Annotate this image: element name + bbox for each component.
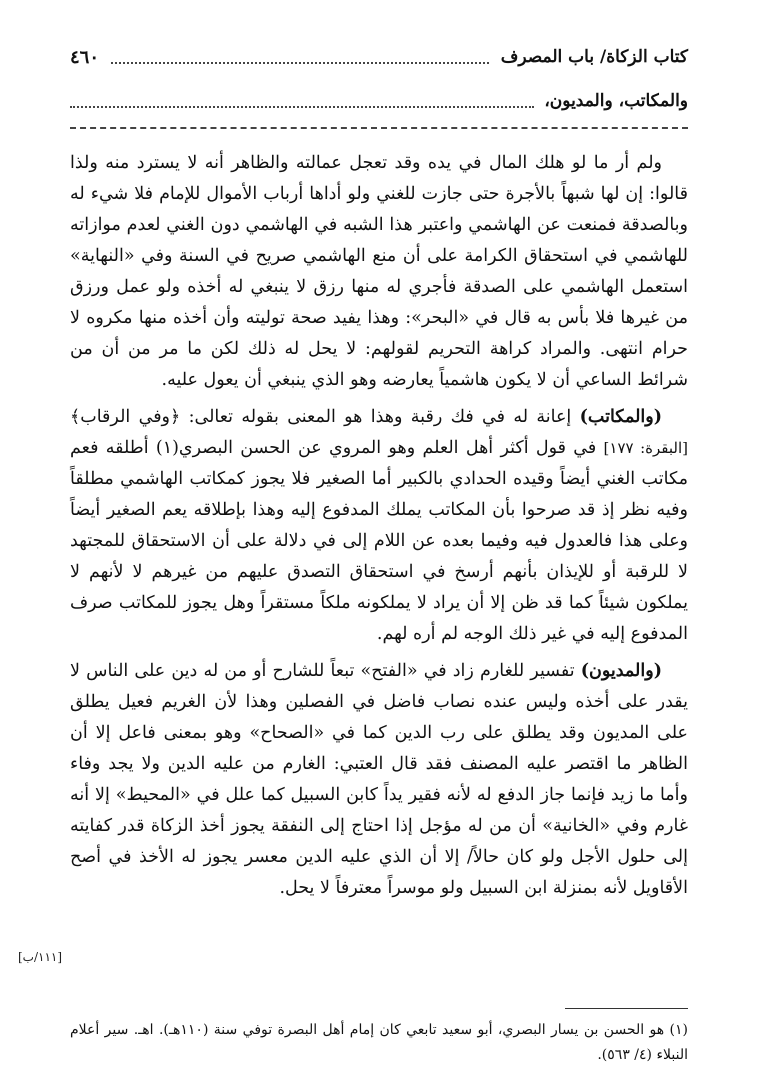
page-number: ٤٦٠	[70, 46, 100, 68]
body-text	[70, 148, 688, 910]
header-title: كتاب الزكاة/ باب المصرف	[500, 47, 688, 67]
running-header	[70, 40, 688, 74]
paragraph-3-text: تفسير للغارم زاد في «الفتح» تبعاً للشارح أو من له دين على الناس لا يقدر على أخذه وليس عنده نصاب فاضل في الفصلين وهذا لأن الغريم فعيل يطلق على المديون وقد يطلق على رب الدين كما في «الصحاح» وهو بمعنى فاعل إلا أن الظاهر ما اقتصر عليه المصنف فقد قال العتبي: الغارم من عليه الدين ولا يجد وفاء وأما ما زيد فإنما جاز الدفع له لأنه فقير يداً كابن السبيل كما علل في «المحيط» إلا أنه غارم وفي «الخانية» أن من له مؤجل إذا احتاج إلى النفقة يجوز أخذ الزكاة قدر كفايته إلى حلول الأجل ولو كان حالاً/ إلا أن الذي عليه الدين معسر يجوز له الأخذ في أصح الأقاويل لأنه بمنزلة ابن السبيل ولو موسراً معترفاً لا يحل.	[70, 661, 688, 898]
paragraph-1-text: ولم أر ما لو هلك المال في يده وقد تعجل عمالته والظاهر أنه لا يسترد منه ولذا قالوا: إن لها شبهاً بالأجرة حتى جازت للغني ولو أداها أرباب الأموال للإمام فلا شيء له وبالصدقة فمنعت عن الهاشمي واعتبر هذا الشبه في الهاشمي دون الغني لعدم موازاته للهاشمي في استحقاق الكرامة على أن منع الهاشمي صريح في السنة وفي «النهاية» استعمل الهاشمي على الصدقة فأجري له منها رزق لا ينبغي له أخذه ولو عمل ورزق من غيرها فلا بأس به قال في «البحر»: وهذا يفيد صحة توليته وأن أخذه منها مكروه لا حرام انتهى. والمراد كراهة التحريم لقولهم: لا يحل له ذلك لكن ما مر من أن من شرائط الساعي أن لا يكون هاشمياً يعارضه وهو الذي ينبغي أن يعول عليه.	[70, 153, 688, 390]
subheading-text: والمكاتب، والمديون،	[544, 91, 688, 111]
section-subheading	[70, 86, 688, 116]
manuscript-folio-note: [١١١/ب]	[17, 950, 63, 964]
header-dotted-leader	[111, 50, 489, 64]
paragraph-2	[70, 402, 688, 650]
footnote-rule	[565, 1008, 688, 1009]
footnote: (١) هو الحسن بن يسار البصري، أبو سعيد تابعي كان إمام أهل البصرة توفي سنة (١١٠هـ). اهـ. سير أعلام النبلاء (٤/ ٥٦٣).	[70, 1022, 688, 1063]
paragraph-2-lead: (والمكاتب)	[579, 407, 662, 427]
paragraph-3	[70, 656, 688, 904]
dashed-divider	[70, 127, 688, 129]
paragraph-1	[70, 148, 688, 396]
quran-reference: [البقرة: ١٧٧]	[603, 439, 688, 457]
paragraph-2-text-cont: في قول أكثر أهل العلم وهو المروي عن الحسن البصري(١) أطلقه فعم مكاتب الغني أيضاً وقيده الحدادي بالكبير أما الصغير فلا يجوز كمكاتب الهاشمي مطلقاً وفيه نظر إذ قد صرحوا بأن المكاتب يملك المدفوع إليه وهذا بإطلاقه يعم الصغير أيضاً وعلى هذا فالعدول فيه وفيما بعده عن اللام إلى في دلالة على أن الاستحقاق للمجتهد لا للرقبة أو للإيذان بأنهم أرسخ في استحقاق التصدق عليهم من غيرهم لا لأنهم لا يملكون شيئاً كما قد ظن إلا أن يراد لا يملكونه ملكاً مستقراً وهل يجوز للمكاتب صرف المدفوع إليه في غير ذلك الوجه لم أره لهم.	[70, 438, 688, 644]
paragraph-2-text: إعانة له في فك رقبة وهذا هو المعنى بقوله تعالى: ﴿وفي الرقاب﴾	[70, 407, 572, 427]
subheading-dotted-leader	[70, 94, 534, 108]
paragraph-3-lead: (والمديون)	[580, 661, 662, 681]
